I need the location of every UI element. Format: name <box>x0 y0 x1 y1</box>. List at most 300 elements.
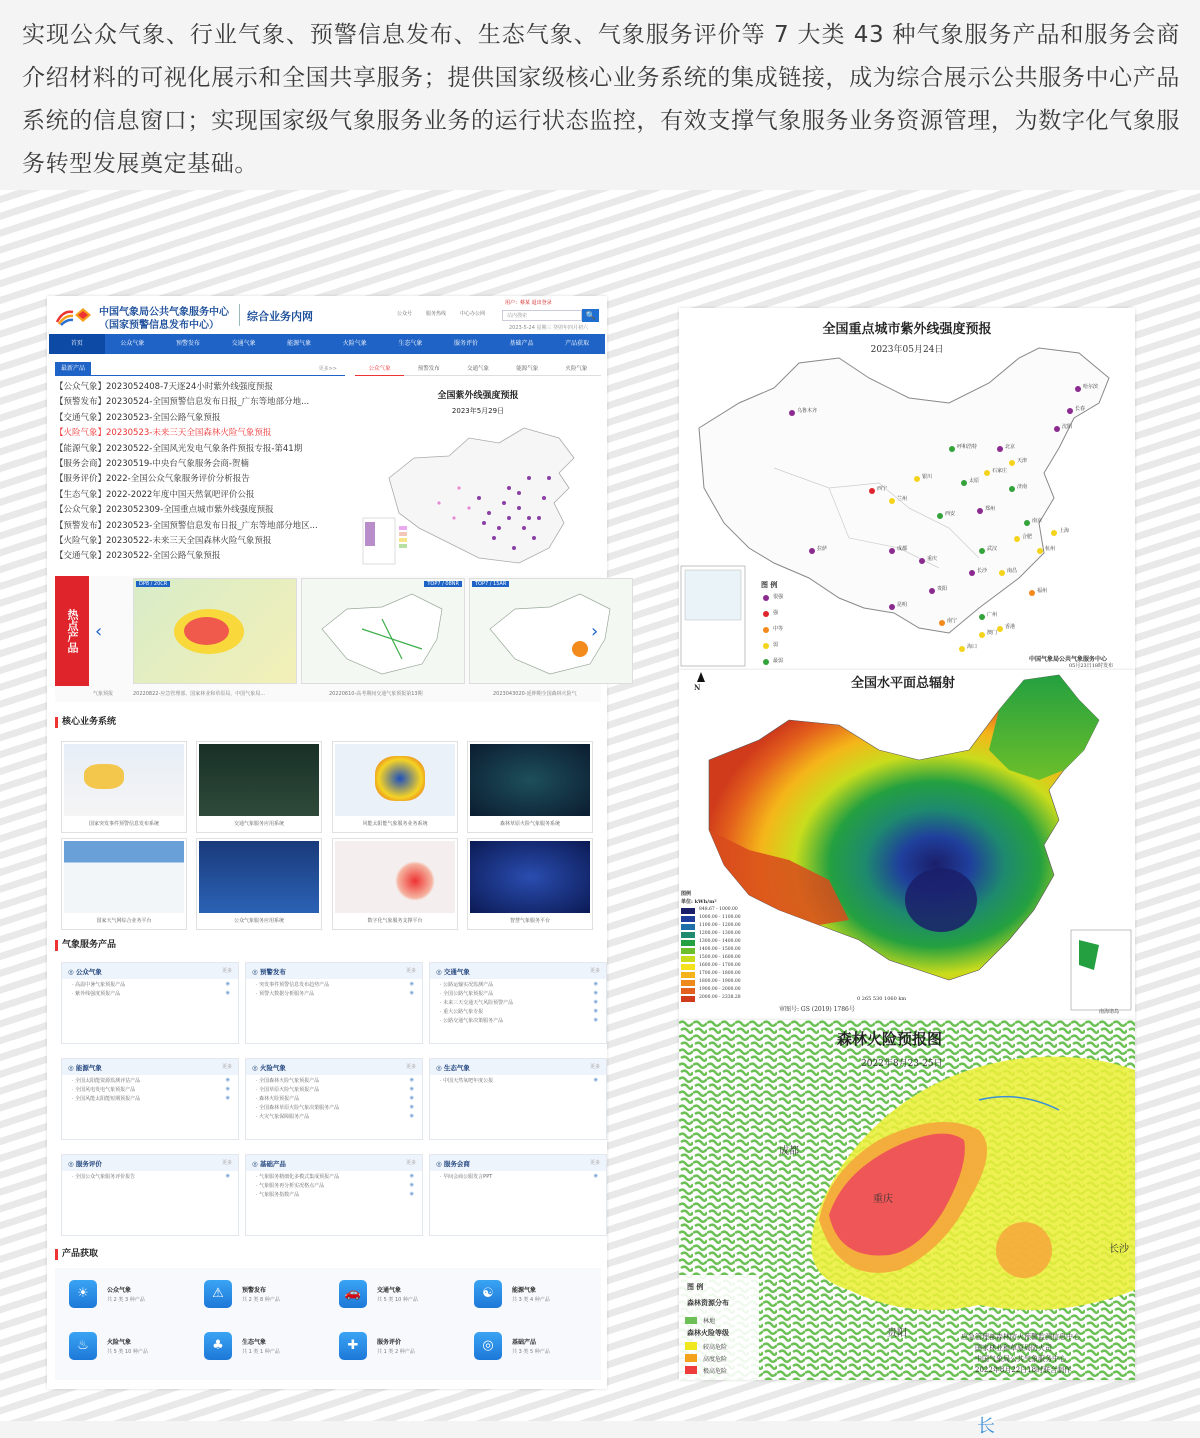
product-card-name: ◎ 预警发布 <box>252 968 286 976</box>
intro-section <box>0 0 1200 190</box>
product-card-name: ◎ 交通气象 <box>436 968 470 976</box>
system-name-label: 国家突发事件预警信息发布系统 <box>88 821 159 827</box>
product-card[interactable] <box>245 962 423 1044</box>
city-marker <box>979 632 985 638</box>
city-label: 南京 <box>1032 518 1043 524</box>
product-card-header <box>430 963 606 980</box>
legend-label: 1200.00 - 1300.00 <box>699 931 741 936</box>
legend-label: 较高危险 <box>703 1344 728 1351</box>
legend-label: 高度危险 <box>703 1356 728 1363</box>
legend-swatch <box>685 1342 697 1350</box>
city-label: 贵阳 <box>937 586 948 592</box>
nav-item[interactable]: 公众气象 <box>120 340 145 347</box>
search-button[interactable] <box>582 309 599 322</box>
product-item[interactable]: · 重大公路气象专报 ◉ <box>430 1007 606 1016</box>
city-label: 长春 <box>1075 406 1086 412</box>
product-card-header <box>246 1059 422 1076</box>
hot-slide[interactable] <box>301 578 465 684</box>
product-card-header <box>62 1155 238 1172</box>
product-card-name: ◎ 火险气象 <box>252 1064 286 1072</box>
acquire-name: 生态气象 <box>242 1339 267 1346</box>
system-screenshot <box>199 744 319 816</box>
slide-caption: 20220822-应急管理部、国家林业和草原局、中国气象局... <box>133 691 266 697</box>
product-card[interactable] <box>61 962 239 1044</box>
city-label: 西宁 <box>877 486 888 492</box>
city-marker <box>969 570 975 576</box>
product-card-name: ◎ 能源气象 <box>68 1064 102 1072</box>
product-item[interactable]: · 预警大数据分析服务产品 ◉ <box>246 989 422 998</box>
product-card[interactable] <box>61 1058 239 1140</box>
system-screenshot <box>335 841 455 913</box>
acquire-count: 共 5 类 10 种产品 <box>377 1297 418 1303</box>
credit-line: 国家林业和草原局防火司 <box>975 1344 1052 1352</box>
credit-line: 应急管理部森林防火预警监测信息中心 <box>961 1333 1080 1341</box>
system-name: 综合业务内网 <box>247 310 313 323</box>
nav-item[interactable]: 基础产品 <box>509 340 534 347</box>
product-item[interactable]: · 全国公众气象服务评价报告 ◉ <box>62 1172 238 1181</box>
org-subname: （国家预警信息发布中心） <box>99 320 219 331</box>
city-marker <box>961 480 967 486</box>
legend-label: 中等 <box>773 626 784 632</box>
city-marker <box>889 498 895 504</box>
product-card-more[interactable]: 更多 <box>589 1064 600 1070</box>
city-marker <box>889 604 895 610</box>
legend-swatch <box>763 643 769 649</box>
acquire-count: 共 3 类 4 种产品 <box>512 1297 550 1303</box>
nav-item[interactable]: 生态气象 <box>398 340 423 347</box>
forest-fire-map-icon <box>470 579 632 683</box>
forest-legend-group: 森林资源分布 <box>687 1298 729 1307</box>
product-card-header <box>246 1155 422 1172</box>
city-marker <box>999 570 1005 576</box>
acquire-count: 共 1 类 2 种产品 <box>377 1349 415 1355</box>
product-card-more[interactable]: 更多 <box>589 1160 600 1166</box>
city-label: 太原 <box>969 478 980 484</box>
news-item[interactable]: 【交通气象】20230522-全国公路气象预报 <box>55 551 221 562</box>
city-label: 哈尔滨 <box>1083 384 1099 390</box>
header-divider <box>239 304 240 326</box>
traffic-map-icon <box>302 579 464 683</box>
acquire-icon: ☯ <box>474 1280 502 1308</box>
rad-legend-unit: 单位: kWh/m² <box>681 899 717 905</box>
system-name-label: 数字化气象服务支撑平台 <box>367 918 423 924</box>
city-marker <box>937 513 943 519</box>
inset-label: 南海诸岛 <box>1099 1009 1120 1015</box>
product-acquire-title: 产品获取 <box>55 1249 98 1260</box>
nav-item[interactable]: 首页 <box>49 334 105 354</box>
forest-fire-map <box>679 1020 1135 1437</box>
city-label: 南宁 <box>947 618 958 624</box>
product-item[interactable]: · 未来三天交通天气风险预警产品 ◉ <box>430 998 606 1007</box>
city-label: 长沙 <box>977 568 988 574</box>
city-marker <box>1014 536 1020 542</box>
product-item[interactable]: · 全国风电发电气象预报产品 ◉ <box>62 1085 238 1094</box>
news-item[interactable]: 【火险气象】20230522-未来三天全国森林火险气象预报 <box>55 536 272 547</box>
org-name: 中国气象局公共气象服务中心 <box>99 307 229 318</box>
legend-swatch <box>685 1366 697 1374</box>
product-item[interactable]: · 公路交通气象决策服务产品 ◉ <box>430 1016 606 1025</box>
acquire-item[interactable] <box>69 1280 189 1316</box>
hot-slide[interactable] <box>469 578 633 684</box>
product-card[interactable] <box>429 1154 607 1236</box>
city-label: 北京 <box>1005 444 1016 450</box>
main-nav <box>49 334 605 354</box>
news-item[interactable]: 【预警发布】20230524-全国预警信息发布日报_广东等地部分地... <box>55 397 310 408</box>
nav-item[interactable]: 预警发布 <box>175 340 200 347</box>
news-item[interactable]: 【预警发布】20230523-全国预警信息发布日报_广东等地部分地区... <box>55 520 318 531</box>
news-item[interactable]: 【能源气象】20230522-全国风光发电气象条件预报专报-第41期 <box>55 443 303 454</box>
acquire-item[interactable] <box>339 1280 459 1316</box>
acquire-icon: ⚠ <box>204 1280 232 1308</box>
acquire-item[interactable] <box>69 1332 189 1368</box>
legend-swatch <box>681 908 695 914</box>
slide-caption: 20220610-高考期间交通气象预报第13期 <box>329 691 423 697</box>
portal-screenshot <box>47 296 607 1389</box>
radiation-map-shape-icon <box>679 670 1135 1020</box>
product-card-header <box>246 963 422 980</box>
map-tabs <box>355 362 601 376</box>
legend-label: 848.67 - 1000.00 <box>699 907 738 912</box>
product-card[interactable] <box>429 962 607 1044</box>
map-tab[interactable]: 火险气象 <box>552 362 601 376</box>
fire-map-title: 森林火险预报图 <box>837 1030 943 1048</box>
hot-products-label: 热点产品 <box>55 576 89 686</box>
city-label: 乌鲁木齐 <box>797 408 818 414</box>
legend-label: 2000.00 - 2338.28 <box>699 995 741 1000</box>
city-marker <box>1075 386 1081 392</box>
uv-legend-title: 图 例 <box>761 580 778 589</box>
service-products-title: 气象服务产品 <box>55 940 116 951</box>
product-item[interactable]: · 中国天然氧吧年度公报 ◉ <box>430 1076 606 1085</box>
legend-label: 1800.00 - 1900.00 <box>699 979 741 984</box>
radiation-area <box>375 756 425 801</box>
system-name-label: 交通气象服务应用系统 <box>233 821 284 827</box>
user-info[interactable]: 用户：蔡某 退出登录 <box>505 300 552 306</box>
china-uv-map-icon <box>359 418 599 568</box>
acquire-name: 能源气象 <box>512 1287 537 1294</box>
product-card-name: ◎ 基础产品 <box>252 1160 286 1168</box>
system-name-label: 公众气象服务应用系统 <box>233 918 284 924</box>
product-item[interactable]: · 高温中暑气象预报产品 ◉ <box>62 980 238 989</box>
system-screenshot <box>470 744 590 816</box>
acquire-item[interactable] <box>204 1280 324 1316</box>
system-thumb[interactable] <box>332 741 458 833</box>
product-item[interactable]: · 早间会商公服发言PPT ◉ <box>430 1172 606 1181</box>
rad-legend-title: 图例 <box>681 891 692 897</box>
legend-label: 很强 <box>773 594 784 600</box>
legend-swatch <box>681 932 695 938</box>
legend-swatch <box>681 988 695 994</box>
product-item[interactable]: · 紫外线强度预报产品 ◉ <box>62 989 238 998</box>
core-systems-title: 核心业务系统 <box>55 717 116 728</box>
product-card-name: ◎ 服务会商 <box>436 1160 470 1168</box>
slide-tag: TOP7 / 08NR <box>424 581 462 587</box>
more-link[interactable]: 更多>> <box>318 366 337 372</box>
city-label: 南昌 <box>1007 568 1018 574</box>
product-item[interactable]: · 公路运输实况监测产品 ◉ <box>430 980 606 989</box>
system-name-label: 风能太阳能气象服务业务系统 <box>362 821 428 827</box>
uv-map-title: 全国重点城市紫外线强度预报 <box>822 322 992 337</box>
legend-label: 1700.00 - 1800.00 <box>699 971 741 976</box>
city-label: 澳门 <box>987 630 998 636</box>
acquire-icon: ♨ <box>69 1332 97 1360</box>
city-marker <box>979 614 985 620</box>
legend-swatch <box>681 948 695 954</box>
top-link[interactable]: 公众号 <box>397 311 413 317</box>
search-input[interactable]: 站内搜索 <box>502 310 582 321</box>
acquire-grid <box>55 1268 601 1380</box>
nav-item[interactable]: 服务评价 <box>453 340 478 347</box>
product-card-header <box>62 1059 238 1076</box>
product-card-more[interactable]: 更多 <box>221 1160 232 1166</box>
city-marker <box>949 446 955 452</box>
uv-panel-date: 2023年5月29日 <box>451 407 505 415</box>
search-icon: 🔍 <box>585 311 596 320</box>
product-card-more[interactable]: 更多 <box>221 1064 232 1070</box>
acquire-count: 共 5 类 10 种产品 <box>107 1349 148 1355</box>
map-tab[interactable]: 公众气象 <box>355 362 404 376</box>
latest-products-tab <box>55 362 345 376</box>
news-item[interactable]: 【火险气象】20230523-未来三天全国森林火险气象预报 <box>55 428 272 439</box>
uv-panel-title: 全国紫外线强度预报 <box>437 391 519 401</box>
product-card-more[interactable]: 更多 <box>589 968 600 974</box>
system-thumb[interactable] <box>332 838 458 930</box>
product-item[interactable]: · 全国森林火险气象预报产品 ◉ <box>246 1076 422 1085</box>
product-card[interactable] <box>61 1154 239 1236</box>
city-label: 合肥 <box>1022 534 1033 540</box>
system-thumb[interactable] <box>467 838 593 930</box>
legend-label: 1000.00 - 1100.00 <box>699 915 741 920</box>
legend-label: 1900.00 - 2000.00 <box>699 987 741 992</box>
acquire-icon: ✚ <box>339 1332 367 1360</box>
place-label: 重庆 <box>873 1194 893 1205</box>
acquire-icon: ♣ <box>204 1332 232 1360</box>
legend-label: 强 <box>773 610 779 616</box>
product-item[interactable]: · 森林火险预报产品 ◉ <box>246 1094 422 1103</box>
legend-swatch <box>763 611 769 617</box>
acquire-name: 交通气象 <box>377 1287 402 1294</box>
place-label: 贵阳 <box>887 1328 907 1339</box>
river-label: 长 <box>977 1416 995 1437</box>
product-card-header <box>430 1155 606 1172</box>
nav-item[interactable]: 能源气象 <box>287 340 312 347</box>
system-screenshot <box>199 841 319 913</box>
city-marker <box>914 476 920 482</box>
acquire-item[interactable] <box>339 1332 459 1368</box>
system-screenshot <box>335 744 455 816</box>
news-item[interactable]: 【公众气象】20230523​09-全国重点城市紫外线强度预报 <box>55 505 274 516</box>
legend-swatch <box>685 1354 697 1362</box>
product-card-more[interactable]: 更多 <box>405 1064 416 1070</box>
product-item[interactable]: · 气象服务精细化多模式集成预报产品 ◉ <box>246 1172 422 1181</box>
city-marker <box>1009 486 1015 492</box>
product-card[interactable] <box>429 1058 607 1140</box>
legend-label: 1400.00 - 1500.00 <box>699 947 741 952</box>
legend-label: 最弱 <box>773 658 784 664</box>
system-thumb[interactable] <box>61 838 187 930</box>
portal-header <box>47 296 607 334</box>
system-thumb[interactable] <box>196 838 322 930</box>
legend-label: 1100.00 - 1200.00 <box>699 923 741 928</box>
system-screenshot <box>470 841 590 913</box>
uv-map-panel <box>355 362 601 570</box>
city-marker <box>977 508 983 514</box>
acquire-item[interactable] <box>204 1332 324 1368</box>
nav-item[interactable]: 火险气象 <box>342 340 367 347</box>
system-thumb[interactable] <box>467 741 593 833</box>
city-marker <box>939 620 945 626</box>
map-tab[interactable]: 预警发布 <box>404 362 453 376</box>
city-label: 成都 <box>897 546 908 552</box>
city-marker <box>959 646 965 652</box>
city-label: 沈阳 <box>1062 424 1073 430</box>
credit-line: 中国气象局公共气象服务中心 <box>975 1355 1066 1363</box>
city-marker <box>979 548 985 554</box>
fire-legend-title: 图 例 <box>687 1282 704 1291</box>
map-tab[interactable]: 交通气象 <box>453 362 502 376</box>
system-screenshot <box>64 841 184 913</box>
slide-caption: 20230430​20-延伸期全国森林火险气 <box>493 691 577 697</box>
uv-credit: 中国气象局公共气象服务中心 <box>1029 656 1108 663</box>
latest-products <box>55 362 345 570</box>
city-label: 郑州 <box>985 506 996 512</box>
acquire-icon: ☀ <box>69 1280 97 1308</box>
city-label: 拉萨 <box>817 546 828 552</box>
legend-label: 1500.00 - 1600.00 <box>699 955 741 960</box>
system-thumb[interactable] <box>61 741 187 833</box>
product-card[interactable] <box>245 1154 423 1236</box>
news-item[interactable]: 【生态气象】2022-2022年度中国天然氧吧评价公报 <box>55 489 255 500</box>
product-card-name: ◎ 服务评价 <box>68 1160 102 1168</box>
product-card-more[interactable]: 更多 <box>405 968 416 974</box>
cma-logo-icon <box>55 304 93 326</box>
city-marker <box>789 410 795 416</box>
tab-latest[interactable]: 最新产品 <box>55 362 91 376</box>
city-marker <box>1024 520 1030 526</box>
acquire-count: 共 1 类 1 种产品 <box>242 1349 280 1355</box>
legend-swatch <box>681 972 695 978</box>
hot-products-carousel <box>55 576 601 702</box>
product-item[interactable]: · 全国公路气象预报产品 ◉ <box>430 989 606 998</box>
legend-swatch <box>681 996 695 1002</box>
product-card-header <box>430 1059 606 1076</box>
uv-map-date: 2023年05月24日 <box>870 345 944 355</box>
map-tab[interactable]: 能源气象 <box>503 362 552 376</box>
legend-swatch <box>763 627 769 633</box>
city-marker <box>929 588 935 594</box>
system-screenshot <box>64 744 184 816</box>
system-name-label: 国家天气网综合业务平台 <box>96 918 152 924</box>
acquire-icon: ◎ <box>474 1332 502 1360</box>
product-item[interactable]: · 全国太阳能资源监测评估产品 ◉ <box>62 1076 238 1085</box>
acquire-name: 公众气象 <box>107 1287 132 1294</box>
acquire-count: 共 2 类 8 种产品 <box>242 1297 280 1303</box>
legend-swatch <box>681 964 695 970</box>
slide-tag: TOP7 / 15AR <box>472 581 509 587</box>
carousel-next-icon[interactable]: › <box>591 621 599 642</box>
fire-risk-core <box>184 617 229 645</box>
legend-swatch <box>763 595 769 601</box>
city-label: 广州 <box>987 612 998 618</box>
legend-swatch <box>763 659 769 665</box>
city-label: 武汉 <box>987 546 998 552</box>
product-item[interactable]: · 全国草原火险气象预报产品 ◉ <box>246 1085 422 1094</box>
top-link[interactable]: 中心办公网 <box>460 311 486 317</box>
city-label: 兰州 <box>897 496 908 502</box>
product-card-more[interactable]: 更多 <box>405 1160 416 1166</box>
city-marker <box>889 548 895 554</box>
city-label: 西安 <box>945 511 956 517</box>
top-link[interactable]: 服务热线 <box>426 311 447 317</box>
product-item[interactable]: · 突发事件预警信息发布趋势产品 ◉ <box>246 980 422 989</box>
city-label: 香港 <box>1005 624 1016 630</box>
date-label: 2023-5-24 星期三 癸卯年四月初六 <box>509 325 589 331</box>
acquire-item[interactable] <box>474 1280 594 1316</box>
place-label: 成都 <box>779 1146 799 1157</box>
hotspot-area <box>395 861 435 901</box>
acquire-count: 共 2 类 3 种产品 <box>107 1297 145 1303</box>
news-item[interactable]: 【交通气象】20230523-全国公路气象预报 <box>55 412 221 423</box>
legend-label: 弱 <box>773 642 779 648</box>
product-item[interactable]: · 全国风能太阳能短期预报产品 ◉ <box>62 1094 238 1103</box>
city-label: 福州 <box>1037 588 1048 594</box>
acquire-name: 服务评价 <box>377 1339 402 1346</box>
acquire-name: 火险气象 <box>107 1339 132 1346</box>
product-item[interactable]: · 气象服务指数产品 ◉ <box>246 1190 422 1199</box>
city-marker <box>869 488 875 494</box>
legend-label: 1600.00 - 1700.00 <box>699 963 741 968</box>
place-label: 长沙 <box>1109 1244 1129 1255</box>
fire-map-date: 2022年8月23-25日 <box>861 1059 943 1069</box>
city-marker <box>997 626 1003 632</box>
scale-bar: 0 265 530 1060 km <box>857 996 907 1002</box>
product-card[interactable] <box>245 1058 423 1140</box>
product-item[interactable]: · 全国森林草原火险气象决策服务产品 ◉ <box>246 1103 422 1112</box>
news-item[interactable]: 【公众气象】20230524​08-7天逐24小时紫外线强度预报 <box>55 382 273 392</box>
city-label: 银川 <box>922 474 933 480</box>
nav-item[interactable]: 交通气象 <box>231 340 256 347</box>
product-item[interactable]: · 火灾气象保障服务产品 ◉ <box>246 1112 422 1121</box>
system-name-label: 森林草原火险气象服务系统 <box>499 821 560 827</box>
news-item[interactable]: 【服务会商】20230519-中央台气象服务会商-贺楠 <box>55 459 249 470</box>
acquire-item[interactable] <box>474 1332 594 1368</box>
city-label: 海口 <box>967 644 978 650</box>
system-thumb[interactable] <box>196 741 322 833</box>
city-marker <box>1037 548 1043 554</box>
city-label: 昆明 <box>897 602 908 608</box>
city-label: 济南 <box>1017 484 1028 490</box>
product-card-name: ◎ 生态气象 <box>436 1064 470 1072</box>
north-arrow-icon: N <box>694 683 701 692</box>
product-item[interactable]: · 气象服务再分析实况格点产品 ◉ <box>246 1181 422 1190</box>
product-card-name: ◎ 公众气象 <box>68 968 102 976</box>
uv-forecast-map <box>679 308 1135 670</box>
legend-swatch <box>681 916 695 922</box>
intro-text: 实现公众气象、行业气象、预警信息发布、生态气象、气象服务评价等 7 大类 43 种气象服务产品和服务会商介绍材料的可视化展示和全国共享服务；提供国家级核心业务系统的集成链接，成为综合展示公共服务中心产品系统的信息窗口；实现国家级气象服务业务的运行状态监控，有效支撑气象服务业务资源管理，为数字化气象服务转型发展奠定基础。 <box>22 22 1180 177</box>
news-item[interactable]: 【服务评价】2022-全国公众气象服务评价分析报告 <box>55 474 250 485</box>
legend-swatch <box>681 956 695 962</box>
nav-item[interactable]: 产品获取 <box>565 340 590 347</box>
forest-legend-label: 林地 <box>703 1318 716 1325</box>
radiation-map-title: 全国水平面总辐射 <box>851 676 956 691</box>
acquire-name: 预警发布 <box>242 1287 267 1294</box>
city-marker <box>1051 530 1057 536</box>
product-card-more[interactable]: 更多 <box>221 968 232 974</box>
legend-label: 极高危险 <box>703 1368 728 1375</box>
carousel-prev-icon[interactable]: ‹ <box>95 621 103 642</box>
acquire-name: 基础产品 <box>512 1339 537 1346</box>
hot-slide[interactable] <box>133 578 297 684</box>
